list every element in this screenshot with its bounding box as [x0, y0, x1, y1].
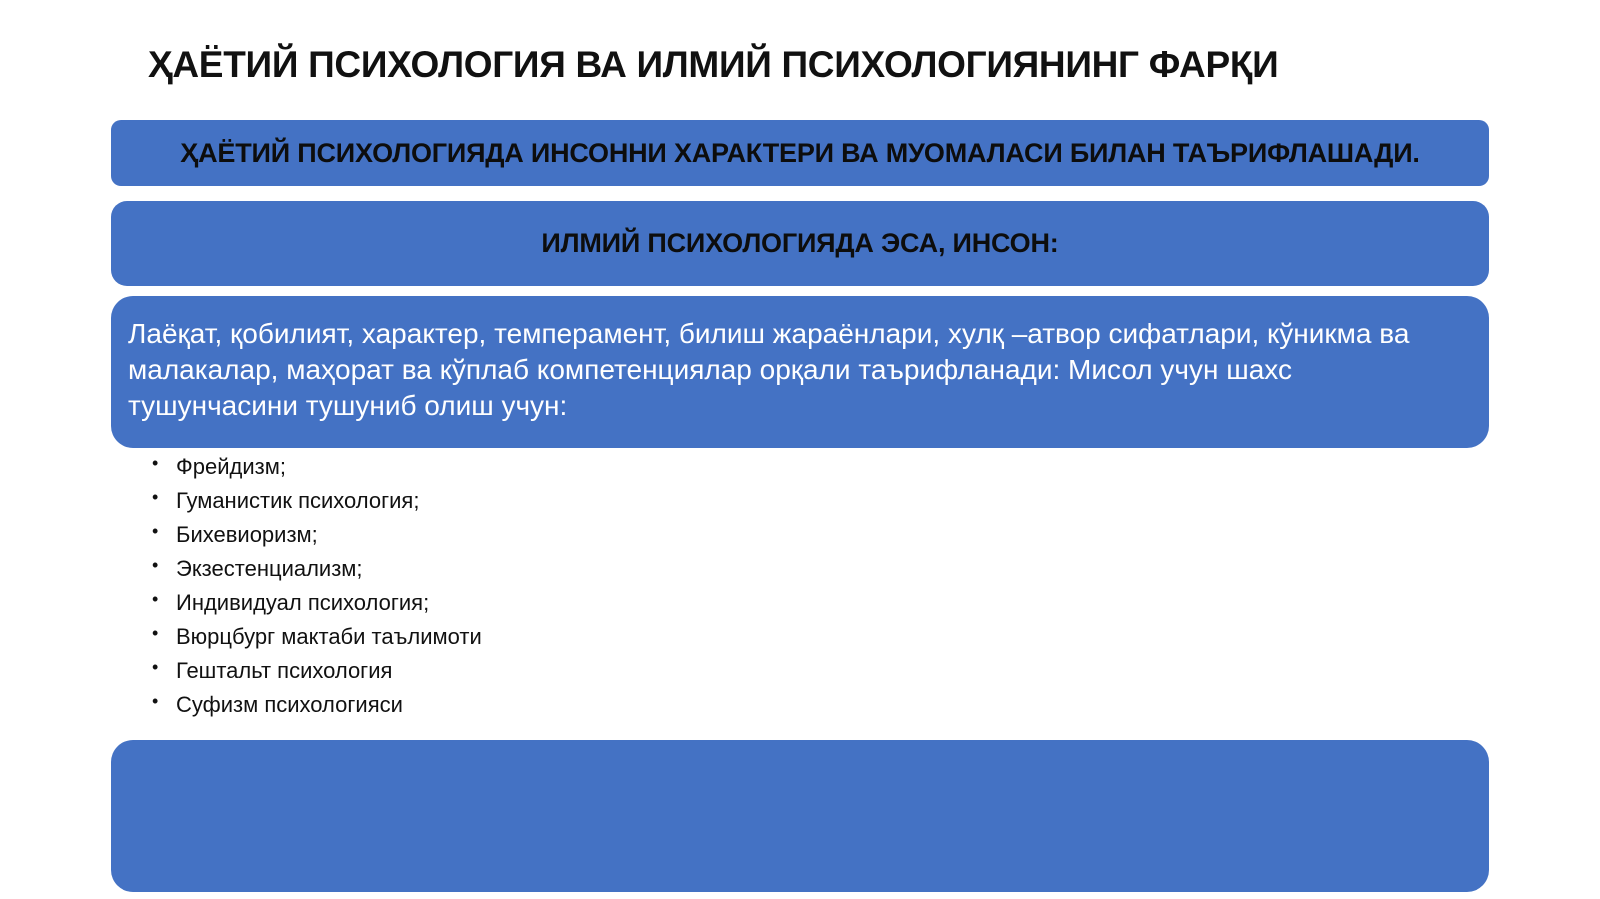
- scientific-psychology-heading: ИЛМИЙ ПСИХОЛОГИЯДА ЭСА, ИНСОН:: [541, 228, 1059, 258]
- list-item-label: Гештальт психология: [176, 658, 393, 683]
- definition-box-scientific: [111, 201, 1489, 286]
- list-item: [152, 656, 482, 690]
- list-item-label: Суфизм психологияси: [176, 692, 403, 717]
- bullet-icon: •: [152, 589, 159, 609]
- list-item-label: Вюрцбург мактаби таълимоти: [176, 624, 482, 649]
- bullet-icon: •: [152, 453, 159, 473]
- bullet-icon: •: [152, 691, 159, 711]
- empty-box: [111, 740, 1489, 892]
- description-text: Лаёқат, қобилият, характер, темперамент, билиш жараёнлари, хулқ –атвор сифатлари, кўникма ва малакалар, маҳорат ва кўплаб компетенциялар орқали таърифланади: Мисол учун шахс тушунчасини тушуниб олиш учун:: [128, 318, 1410, 421]
- list-item: [152, 452, 482, 486]
- schools-list: [152, 452, 482, 724]
- list-item: [152, 520, 482, 554]
- slide-title: ҲАЁТИЙ ПСИХОЛОГИЯ ВА ИЛМИЙ ПСИХОЛОГИЯНИНГ ФАРҚИ: [148, 44, 1279, 85]
- bullet-icon: •: [152, 657, 159, 677]
- list-item: [152, 554, 482, 588]
- list-item-label: Экзестенциализм;: [176, 556, 363, 581]
- bullet-icon: •: [152, 487, 159, 507]
- bullet-icon: •: [152, 521, 159, 541]
- list-item-label: Фрейдизм;: [176, 454, 286, 479]
- description-box: [111, 296, 1489, 448]
- bullet-icon: •: [152, 623, 159, 643]
- list-item: [152, 486, 482, 520]
- bullet-icon: •: [152, 555, 159, 575]
- list-item: [152, 622, 482, 656]
- list-item-label: Индивидуал психология;: [176, 590, 430, 615]
- list-item-label: Бихевиоризм;: [176, 522, 318, 547]
- everyday-psychology-statement: ҲАЁТИЙ ПСИХОЛОГИЯДА ИНСОННИ ХАРАКТЕРИ ВА МУОМАЛАСИ БИЛАН ТАЪРИФЛАШАДИ.: [180, 137, 1420, 168]
- list-item: [152, 588, 482, 622]
- list-item: [152, 690, 482, 724]
- definition-box-everyday: [111, 120, 1489, 186]
- list-item-label: Гуманистик психология;: [176, 488, 420, 513]
